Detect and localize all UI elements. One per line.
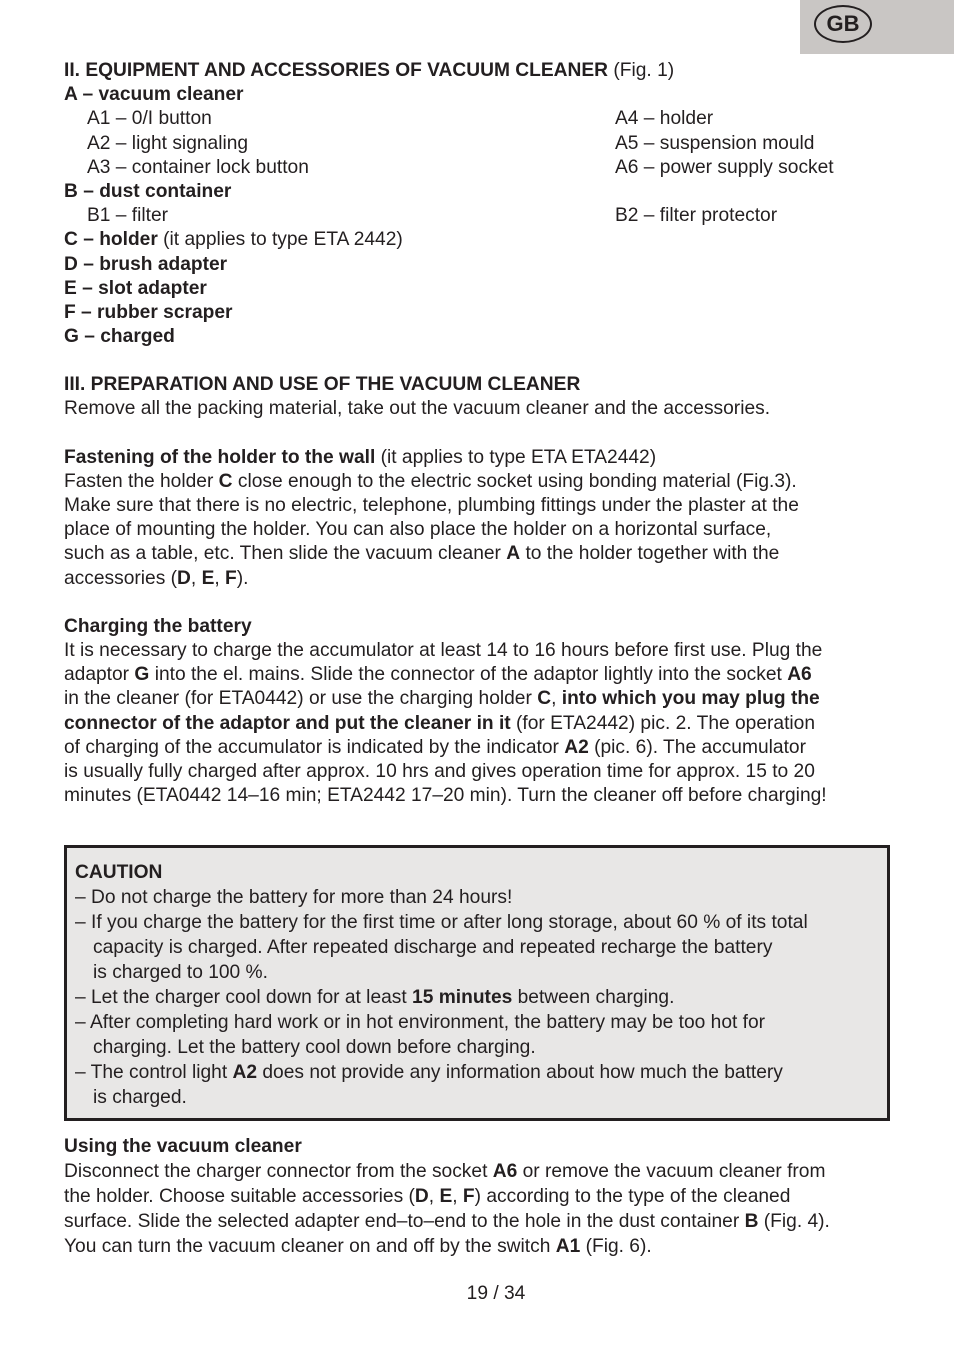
charging-line: minutes (ETA0442 14–16 min; ETA2442 17–20 min). Turn the cleaner off before charging! [64,785,827,807]
heading-text: II. EQUIPMENT AND ACCESSORIES OF VACUUM CLEANER [64,60,609,81]
text-run: D [177,567,191,589]
text-run: (Fig. 4). [758,1211,830,1232]
item-a6: A6 – power supply socket [615,156,834,178]
charging-line [64,712,894,736]
section-heading-equipment [64,59,894,83]
text-run: E [439,1186,453,1207]
section-heading-preparation: III. PREPARATION AND USE OF THE VACUUM CLEANER [64,374,581,396]
text-run: You can turn the vacuum cleaner on and off by the switch [64,1236,556,1257]
caution-item: – If you charge the battery for the first time or after long storage, about 60 % of its total [75,912,808,933]
caution-item [75,1060,879,1085]
text-run: of charging of the accumulator is indicated by the indicator [64,736,565,758]
text-run: A6 [787,664,812,686]
text-run: or remove the vacuum cleaner from [517,1161,826,1182]
item-b1: B1 – filter [87,205,169,227]
text-run: C [537,688,552,710]
fastening-heading-note: (it applies to type ETA ETA2442) [375,446,657,468]
item-d: D – brush adapter [64,253,228,275]
using-line [64,1184,894,1209]
caution-item [75,985,879,1010]
text-run: ) according to the type of the cleaned [474,1186,791,1207]
text-run: D [414,1186,429,1207]
item-c [64,228,894,252]
item-e: E – slot adapter [64,277,207,299]
text-run: E [201,567,215,589]
text-run: , [190,567,202,589]
text-run: – The control light [75,1062,233,1083]
page-number: 19 / 34 [466,1283,526,1304]
charging-line: is usually fully charged after approx. 10 hrs and gives operation time for approx. 15 to 20 [64,760,815,782]
caution-item-cont: is charged. [93,1087,187,1108]
caution-item-cont: capacity is charged. After repeated discharge and repeated recharge the battery [93,937,773,958]
text-run: , [428,1186,440,1207]
fastening-heading [64,446,894,470]
fastening-line: place of mounting the holder. You can also place the holder on a horizontal surface, [64,519,772,541]
text-run: A [506,543,521,565]
text-run: , [551,688,562,710]
charging-line [64,687,894,711]
text-run: close enough to the electric socket using bonding material (Fig.3). [232,470,797,492]
caution-heading: CAUTION [75,862,163,883]
preparation-intro: Remove all the packing material, take out the vacuum cleaner and the accessories. [64,398,771,420]
item-a3: A3 – container lock button [87,156,309,178]
text-run: B [744,1211,759,1232]
language-badge: GB [814,5,872,43]
item-b2: B2 – filter protector [615,205,778,227]
text-run: 15 minutes [412,987,513,1008]
charging-line [64,663,894,687]
text-run: between charging. [512,987,675,1008]
row-a1-a4 [64,107,894,131]
text-run: (pic. 6). The accumulator [588,736,806,758]
text-run: C [218,470,233,492]
item-f: F – rubber scraper [64,301,233,323]
item-a5: A5 – suspension mould [615,132,815,154]
text-run: , [452,1186,463,1207]
fastening-heading-text: Fastening of the holder to the wall [64,446,376,468]
text-run: A2 [564,736,589,758]
item-b: B – dust container [64,180,232,202]
text-run: (Fig. 6). [580,1236,652,1257]
using-line [64,1159,894,1184]
fastening-line [64,542,894,566]
caution-box [64,845,890,1121]
row-a3-a6 [64,156,894,180]
text-run: in the cleaner (for ETA0442) or use the charging holder [64,688,538,710]
text-run: , [214,567,226,589]
fastening-line [64,470,894,494]
text-run: does not provide any information about how much the battery [257,1062,783,1083]
text-run: into the el. mains. Slide the connector of the adaptor lightly into the socket [149,664,788,686]
text-run: A6 [492,1161,518,1182]
text-run: – Let the charger cool down for at least [75,987,413,1008]
using-heading: Using the vacuum cleaner [64,1136,302,1157]
caution-item-cont: charging. Let the battery cool down before charging. [93,1037,536,1058]
text-run: G [134,664,150,686]
fastening-line: Make sure that there is no electric, telephone, plumbing fittings under the plaster at the [64,495,799,516]
item-g: G – charged [64,326,175,348]
charging-line: It is necessary to charge the accumulator at least 14 to 16 hours before first use. Plug the [64,639,823,661]
text-run: accessories ( [64,567,178,589]
caution-item-cont: is charged to 100 %. [93,962,268,983]
item-a1: A1 – 0/I button [87,108,212,130]
text-run: such as a table, etc. Then slide the vacuum cleaner [64,543,507,565]
row-a2-a5 [64,132,894,156]
caution-item: – Do not charge the battery for more than 24 hours! [75,887,513,908]
text-run: A1 [555,1236,581,1257]
text-run: F [462,1186,475,1207]
item-a2: A2 – light signaling [87,132,249,154]
language-tab [800,0,954,54]
text-run: ). [236,567,249,589]
caution-item: – After completing hard work or in hot environment, the battery may be too hot for [75,1012,766,1033]
text-run: to the holder together with the [520,543,780,565]
text-run: (for ETA2442) pic. 2. The operation [510,712,816,734]
text-run: connector of the adaptor and put the cleaner in it [64,712,511,734]
using-section [64,1134,894,1259]
item-a: A – vacuum cleaner [64,84,244,106]
row-b1-b2 [64,204,894,228]
charging-heading: Charging the battery [64,615,252,637]
item-a4: A4 – holder [615,108,714,130]
text-run: the holder. Choose suitable accessories ( [64,1186,415,1207]
text-run: surface. Slide the selected adapter end–to–end to the hole in the dust container [64,1211,745,1232]
using-line [64,1209,894,1234]
fastening-line [64,567,894,591]
text-run: into which you may plug the [561,688,820,710]
main-content [64,59,894,808]
item-c-note: (it applies to type ETA 2442) [157,229,403,251]
text-run: Disconnect the charger connector from the socket [64,1161,493,1182]
text-run: adaptor [64,664,135,686]
charging-line [64,736,894,760]
text-run: F [225,567,237,589]
item-c-label: C – holder [64,229,158,251]
using-line [64,1234,894,1259]
text-run: Fasten the holder [64,470,219,492]
text-run: A2 [232,1062,258,1083]
heading-note: (Fig. 1) [608,60,675,81]
